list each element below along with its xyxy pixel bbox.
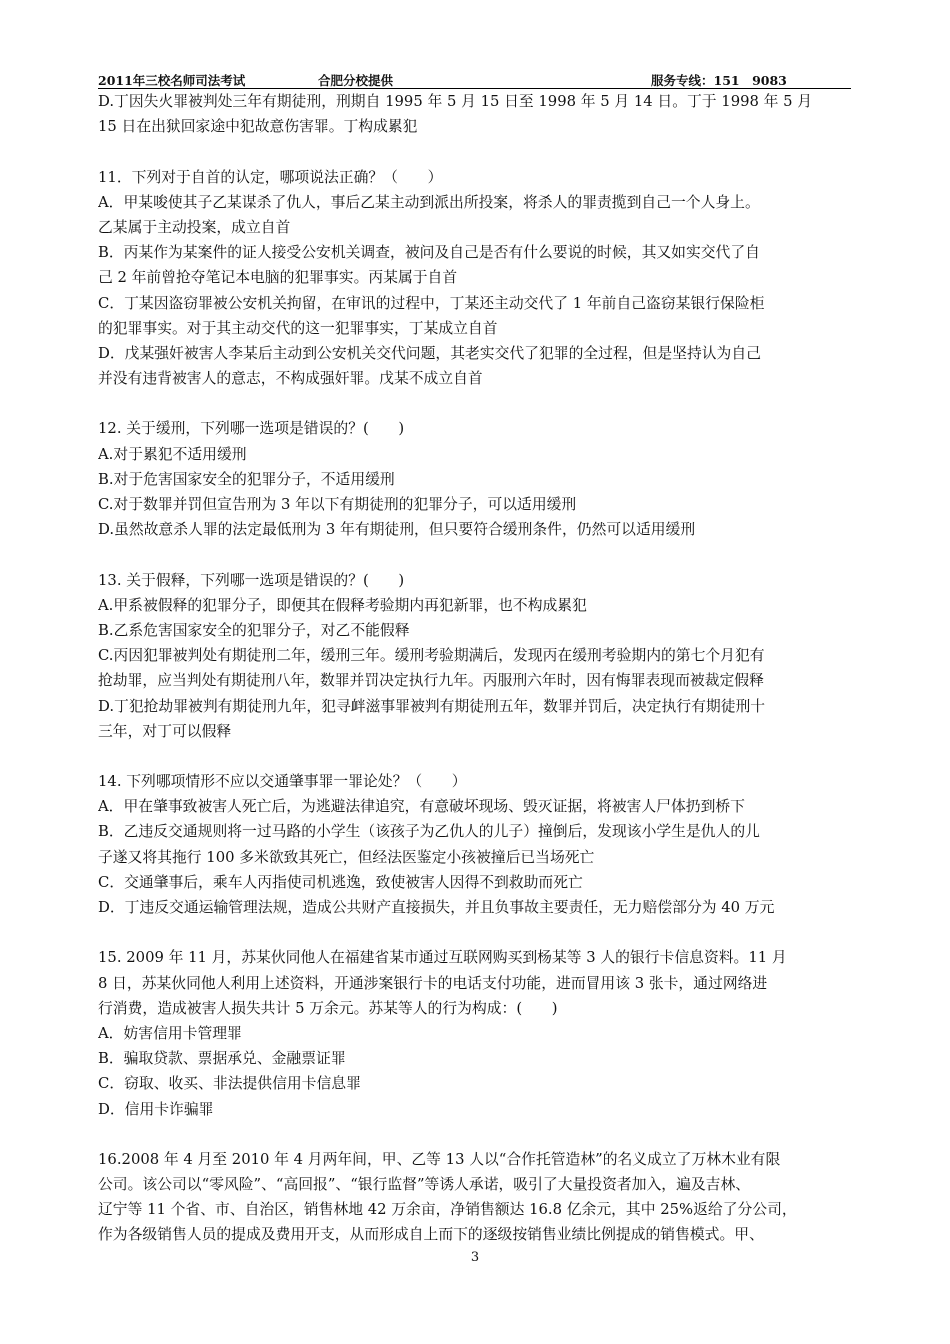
text-line: D．信用卡诈骗罪 xyxy=(98,1100,214,1118)
paragraph-gap xyxy=(98,391,851,416)
header-left-text: 2011年三校名师司法考试 xyxy=(98,73,246,88)
text-line: 乙某属于主动投案，成立自首 xyxy=(98,218,291,236)
question-block xyxy=(98,165,851,392)
text-line: 己 2 年前曾抢夺笔记本电脑的犯罪事实。丙某属于自首 xyxy=(98,269,458,287)
text-line: D．戊某强奸被害人李某后主动到公安机关交代问题，其老实交代了犯罪的全过程，但是坚持认为自己 xyxy=(98,344,761,362)
paragraph-gap xyxy=(98,542,851,567)
question-block xyxy=(98,1147,851,1248)
text-line: A．妨害信用卡管理罪 xyxy=(98,1024,242,1042)
text-line: A．甲在肇事致被害人死亡后，为逃避法律追究，有意破坏现场、毁灭证据，将被害人尸体扔到桥下 xyxy=(98,798,745,816)
page-header xyxy=(98,70,851,89)
text-line: 14. 下列哪项情形不应以交通肇事罪一罪论处？（ ） xyxy=(98,773,467,791)
text-line: C.对于数罪并罚但宣告刑为 3 年以下有期徒刑的犯罪分子，可以适用缓刑 xyxy=(98,496,577,513)
question-block xyxy=(98,769,851,920)
header-middle-text: 合肥分校提供 xyxy=(318,73,394,88)
text-line: C．交通肇事后，乘车人丙指使司机逃逸，致使被害人因得不到救助而死亡 xyxy=(98,873,583,891)
text-line: 三年，对丁可以假释 xyxy=(98,722,232,740)
text-line: 并没有违背被害人的意志，不构成强奸罪。戊某不成立自首 xyxy=(98,370,483,388)
question-block xyxy=(98,416,851,542)
paragraph-gap xyxy=(98,1122,851,1147)
text-line: 子遂又将其拖行 100 多米欲致其死亡，但经法医鉴定小孩被撞后已当场死亡 xyxy=(98,848,595,866)
text-line: C.丙因犯罪被判处有期徒刑二年，缓刑三年。缓刑考验期满后，发现丙在缓刑考验期内的第七个月犯有 xyxy=(98,647,765,665)
text-line: B．骗取贷款、票据承兑、金融票证罪 xyxy=(98,1050,346,1068)
text-line: 15. 2009 年 11 月，苏某伙同他人在福建省某市通过互联网购买到杨某等 3 人的银行卡信息资料。11 月 xyxy=(98,949,787,967)
text-line: 作为各级销售人员的提成及费用开支，从而形成自上而下的逐级按销售业绩比例提成的销售模式。甲、 xyxy=(98,1226,764,1244)
header-right-text: 服务专线：151 9083 xyxy=(651,73,787,88)
text-line: B.乙系危害国家安全的犯罪分子，对乙不能假释 xyxy=(98,621,410,639)
text-line: D.丁犯抢劫罪被判有期徒刑九年，犯寻衅滋事罪被判有期徒刑五年，数罪并罚后，决定执行有期徒刑十 xyxy=(98,697,766,715)
text-line: B．丙某作为某案件的证人接受公安机关调查，被问及自己是否有什么要说的时候，其又如实交代了自 xyxy=(98,244,760,262)
text-line: A.甲系被假释的犯罪分子，即便其在假释考验期内再犯新罪，也不构成累犯 xyxy=(98,596,587,614)
text-line: D.丁因失火罪被判处三年有期徒刑，刑期自 1995 年 5 月 15 日至 1998 年 5 月 14 日。丁于 1998 年 5 月 xyxy=(98,93,813,110)
text-line: 的犯罪事实。对于其主动交代的这一犯罪事实，丁某成立自首 xyxy=(98,319,498,337)
page-number: 3 xyxy=(470,1250,480,1265)
text-line: B．乙违反交通规则将一过马路的小学生（该孩子为乙仇人的儿子）撞倒后，发现该小学生是仇人的儿 xyxy=(98,823,760,841)
paragraph-gap xyxy=(98,920,851,945)
paragraph-gap xyxy=(98,139,851,164)
text-line: 抢劫罪，应当判处有期徒刑八年，数罪并罚决定执行九年。丙服刑六年时，因有悔罪表现而被裁定假释 xyxy=(98,672,764,690)
paragraph-gap xyxy=(98,744,851,769)
text-line: 11．下列对于自首的认定，哪项说法正确？（ ） xyxy=(98,168,443,186)
text-line: B.对于危害国家安全的犯罪分子，不适用缓刑 xyxy=(98,470,395,488)
text-line: 12. 关于缓刑，下列哪一选项是错误的？( ) xyxy=(98,420,405,438)
text-line: 辽宁等 11 个省、市、自治区，销售林地 42 万余亩，净销售额达 16.8 亿余元，其中 25%返给了分公司， xyxy=(98,1201,797,1219)
text-line: D.虽然故意杀人罪的法定最低刑为 3 年有期徒刑，但只要符合缓刑条件，仍然可以适用缓刑 xyxy=(98,521,696,539)
text-line: A．甲某唆使其子乙某谋杀了仇人，事后乙某主动到派出所投案，将杀人的罪责揽到自己一个人身上。 xyxy=(98,193,760,211)
text-line: A.对于累犯不适用缓刑 xyxy=(98,445,247,463)
text-line: 13. 关于假释，下列哪一选项是错误的？( ) xyxy=(98,571,405,589)
question-block xyxy=(98,945,851,1121)
text-line: 8 日，苏某伙同他人利用上述资料，开通涉案银行卡的电话支付功能，进而冒用该 3 张卡，通过网络进 xyxy=(98,974,768,992)
text-line: C．窃取、收买、非法提供信用卡信息罪 xyxy=(98,1075,361,1093)
text-line: 公司。该公司以“零风险”、“高回报”、“银行监督”等诱人承诺，吸引了大量投资者加入，遍及吉林、 xyxy=(98,1176,751,1194)
text-line: C．丁某因盗窃罪被公安机关拘留，在审讯的过程中，丁某还主动交代了 1 年前自己盗窃某银行保险柜 xyxy=(98,294,765,312)
text-line: D．丁违反交通运输管理法规，造成公共财产直接损失，并且负事故主要责任，无力赔偿部分为 40 万元 xyxy=(98,899,775,916)
document-body xyxy=(98,89,851,1248)
continued-option-block xyxy=(98,89,851,139)
text-line: 16.2008 年 4 月至 2010 年 4 月两年间，甲、乙等 13 人以“合作托管造林”的名义成立了万林木业有限 xyxy=(98,1150,781,1168)
text-line: 15 日在出狱回家途中犯故意伤害罪。丁构成累犯 xyxy=(98,118,418,136)
text-line: 行消费，造成被害人损失共计 5 万余元。苏某等人的行为构成：( ) xyxy=(98,999,558,1017)
question-block xyxy=(98,568,851,744)
